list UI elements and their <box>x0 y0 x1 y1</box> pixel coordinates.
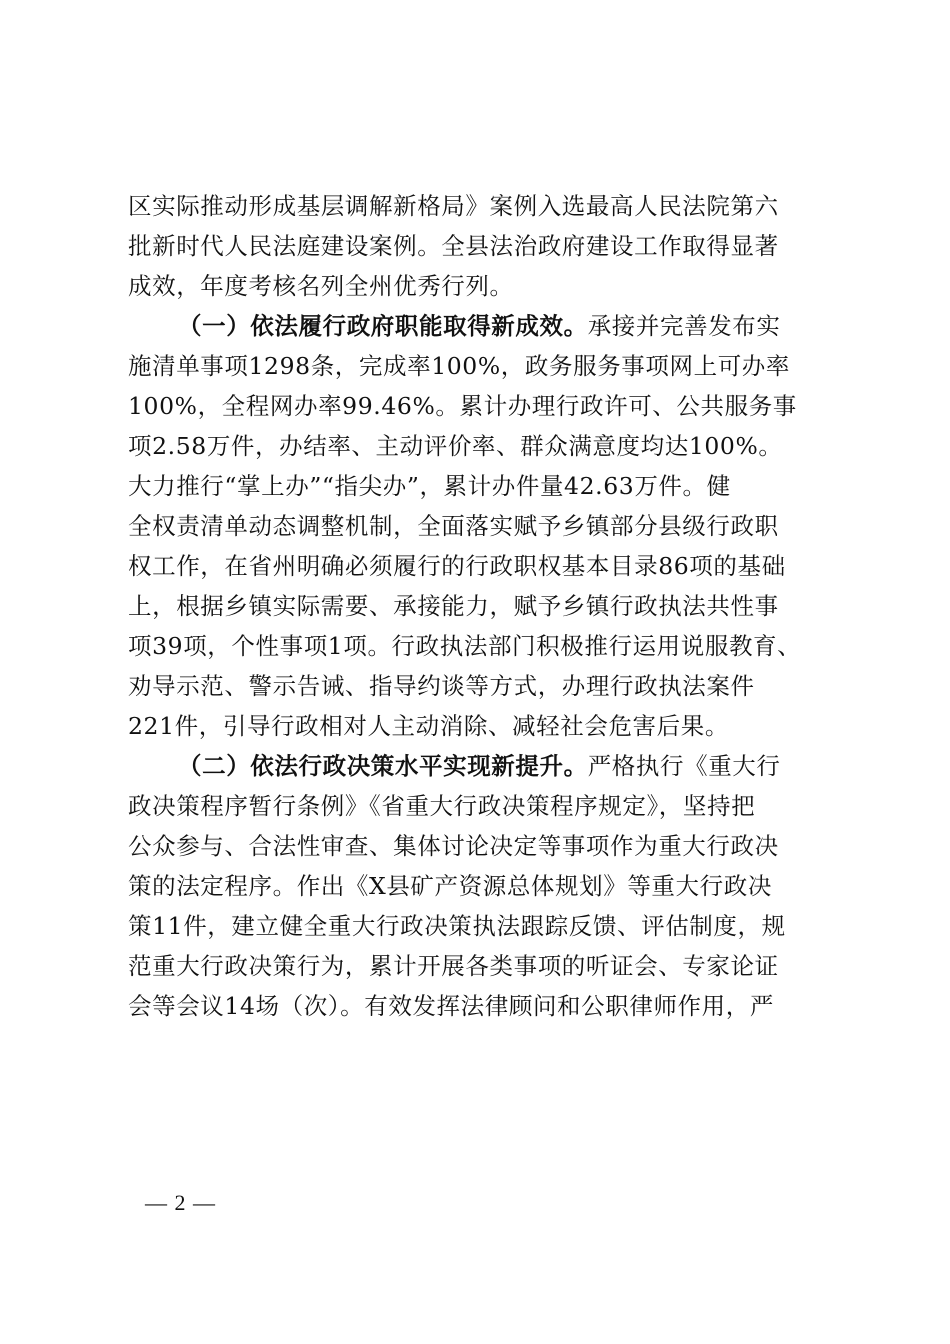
paragraph-line: 权工作，在省州明确必须履行的行政职权基本目录86项的基础 <box>128 552 786 580</box>
paragraph-line: 全权责清单动态调整机制，全面落实赋予乡镇部分县级行政职 <box>128 512 779 540</box>
paragraph-line: 批新时代人民法庭建设案例。全县法治政府建设工作取得显著 <box>128 232 779 260</box>
page-number: — 2 — <box>145 1190 216 1215</box>
paragraph-line: 100%，全程网办率99.46%。累计办理行政许可、公共服务事 <box>128 392 797 420</box>
section-2-first-line <box>128 746 818 786</box>
paragraph-line: 项2.58万件，办结率、主动评价率、群众满意度均达100%。 <box>128 432 783 460</box>
paragraph-line: 大力推行“掌上办”“指尖办”，累计办件量42.63万件。健 <box>128 472 731 500</box>
paragraph-line: 会等会议14场（次）。有效发挥法律顾问和公职律师作用，严 <box>128 992 774 1020</box>
section-1-first-line-text: 承接并完善发布实 <box>587 312 781 340</box>
paragraph-line: 劝导示范、警示告诫、指导约谈等方式，办理行政执法案件 <box>128 672 755 700</box>
paragraph-line: 区实际推动形成基层调解新格局》案例入选最高人民法院第六 <box>128 192 779 220</box>
paragraph-line: 政决策程序暂行条例》《省重大行政决策程序规定》，坚持把 <box>128 792 756 820</box>
paragraph-line: 策11件，建立健全重大行政决策执法跟踪反馈、评估制度，规 <box>128 912 786 940</box>
section-2-heading: （二）依法行政决策水平实现新提升。 <box>178 752 588 780</box>
paragraph-line: 施清单事项1298条，完成率100%，政务服务事项网上可办率 <box>128 352 790 380</box>
paragraph-line: 221件，引导行政相对人主动消除、减轻社会危害后果。 <box>128 712 729 740</box>
paragraph-line: 范重大行政决策行为，累计开展各类事项的听证会、专家论证 <box>128 952 779 980</box>
section-2-first-line-text: 严格执行《重大行 <box>587 752 781 780</box>
body-text <box>128 186 818 1026</box>
paragraph-line: 公众参与、合法性审查、集体讨论决定等事项作为重大行政决 <box>128 832 779 860</box>
paragraph-line: 项39项，个性事项1项。行政执法部门积极推行运用说服教育、 <box>128 632 802 660</box>
paragraph-line: 策的法定程序。作出《X县矿产资源总体规划》等重大行政决 <box>128 872 772 900</box>
section-1-heading: （一）依法履行政府职能取得新成效。 <box>178 312 588 340</box>
section-1-first-line <box>128 306 818 346</box>
paragraph-line: 成效，年度考核名列全州优秀行列。 <box>128 272 514 300</box>
paragraph-line: 上，根据乡镇实际需要、承接能力，赋予乡镇行政执法共性事 <box>128 592 779 620</box>
